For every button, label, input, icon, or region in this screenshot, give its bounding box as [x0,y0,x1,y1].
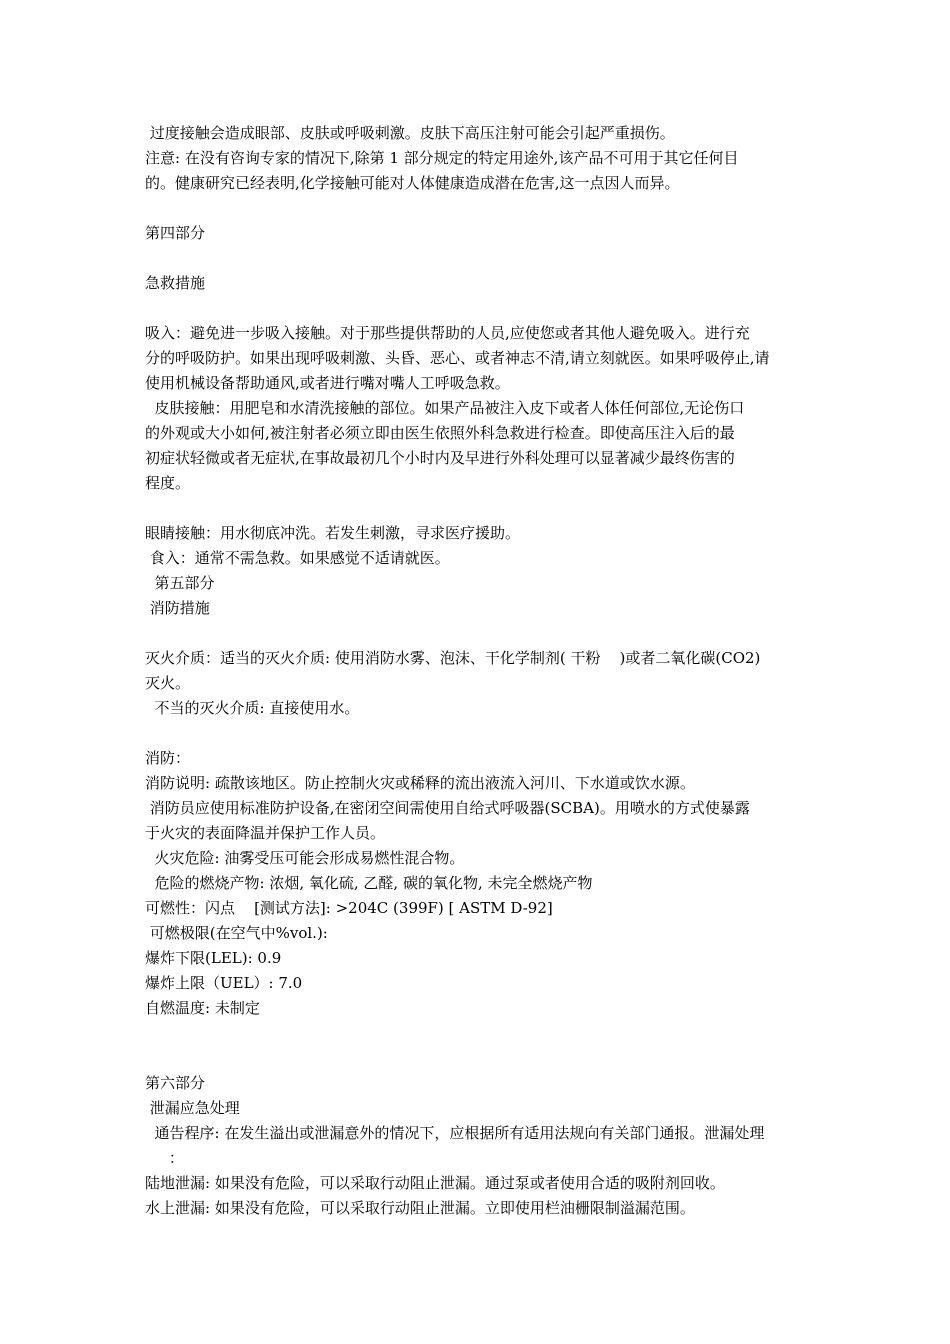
section-4-heading: 急救措施 [145,274,206,292]
water-spill-line: 水上泄漏: 如果没有危险，可以采取行动阻止泄漏。立即使用栏油栅限制溢漏范围。 [145,1199,695,1217]
fire-hazard-line: 火灾危险: 油雾受压可能会形成易燃性混合物。 [145,849,465,867]
spacer [145,621,810,646]
firefighter-equipment-line-1: 消防员应使用标准防护设备,在密闭空间需使用自给式呼吸器(SCBA)。用喷水的方式使暴露 [145,799,750,817]
spacer [145,296,810,321]
section-6-title: 第六部分 [145,1074,206,1092]
flash-point-line: 可燃性：闪点 [测试方法]: >204C (399F) [ ASTM D-92] [145,899,553,917]
unsuitable-media-line: 不当的灭火介质: 直接使用水。 [145,699,360,717]
skin-contact-line-2: 的外观或大小如何,被注射者必须立即由医生依照外科急救进行检查。即使高压注入后的最 [145,424,735,442]
inhalation-line-3: 使用机械设备帮助通风,或者进行嘴对嘴人工呼吸急救。 [145,374,510,392]
document-body [145,121,810,1221]
inhalation-line-1: 吸入：避免进一步吸入接触。对于那些提供帮助的人员,应使您或者其他人避免吸入。进行充 [145,324,750,342]
notification-procedure-line-1: 通告程序: 在发生溢出或泄漏意外的情况下，应根据所有适用法规向有关部门通报。泄漏处理 [145,1124,765,1142]
land-spill-line: 陆地泄漏: 如果没有危险，可以采取行动阻止泄漏。通过泵或者使用合适的吸附剂回收。 [145,1174,725,1192]
ingestion-line: 食入：通常不需急救。如果感觉不适请就医。 [145,549,450,567]
hazard-overexposure-line: 过度接触会造成眼部、皮肤或呼吸刺激。皮肤下高压注射可能会引起严重损伤。 [145,124,675,142]
eye-contact-line: 眼睛接触：用水彻底冲洗。若发生刺激，寻求医疗援助。 [145,524,521,542]
skin-contact-line-3: 初症状轻微或者无症状,在事故最初几个小时内及早进行外科处理可以显著减少最终伤害的 [145,449,735,467]
lel-line: 爆炸下限(LEL): 0.9 [145,949,282,967]
section-4-title: 第四部分 [145,224,206,242]
extinguishing-media-line-1: 灭火介质：适当的灭火介质: 使用消防水雾、泡沫、干化学制剂( 干粉 )或者二氧化碳(CO2) [145,649,761,667]
caution-note-line-1: 注意: 在没有咨询专家的情况下,除第 1 部分规定的特定用途外,该产品不可用于其它任何目 [145,149,739,167]
skin-contact-line-4: 程度。 [145,474,191,492]
spacer [145,496,810,521]
firefighting-label: 消防： [145,749,191,767]
autoignition-line: 自燃温度: 未制定 [145,999,260,1017]
skin-contact-line-1: 皮肤接触：用肥皂和水清洗接触的部位。如果产品被注入皮下或者人体任何部位,无论伤口 [145,399,745,417]
spacer [145,721,810,746]
spacer [145,246,810,271]
spacer [145,196,810,221]
section-5-title: 第五部分 [145,574,215,592]
uel-line: 爆炸上限（UEL）: 7.0 [145,974,303,992]
inhalation-line-2: 分的呼吸防护。如果出现呼吸刺激、头昏、恶心、或者神志不清,请立刻就医。如果呼吸停止,请 [145,349,770,367]
section-6-heading: 泄漏应急处理 [145,1099,240,1117]
caution-note-line-2: 的。健康研究已经表明,化学接触可能对人体健康造成潜在危害,这一点因人而异。 [145,174,680,192]
firefighting-instructions-line: 消防说明: 疏散该地区。防止控制火灾或稀释的流出液流入河川、下水道或饮水源。 [145,774,695,792]
combustion-products-line: 危险的燃烧产物: 浓烟, 氧化硫, 乙醛, 碳的氧化物, 未完全燃烧产物 [145,874,593,892]
flammable-limits-line: 可燃极限(在空气中%vol.): [145,924,328,942]
firefighter-equipment-line-2: 于火灾的表面降温并保护工作人员。 [145,824,386,842]
notification-procedure-line-2: ： [145,1149,184,1167]
spacer [145,1021,810,1071]
extinguishing-media-line-2: 灭火。 [145,674,191,692]
section-5-heading: 消防措施 [145,599,210,617]
